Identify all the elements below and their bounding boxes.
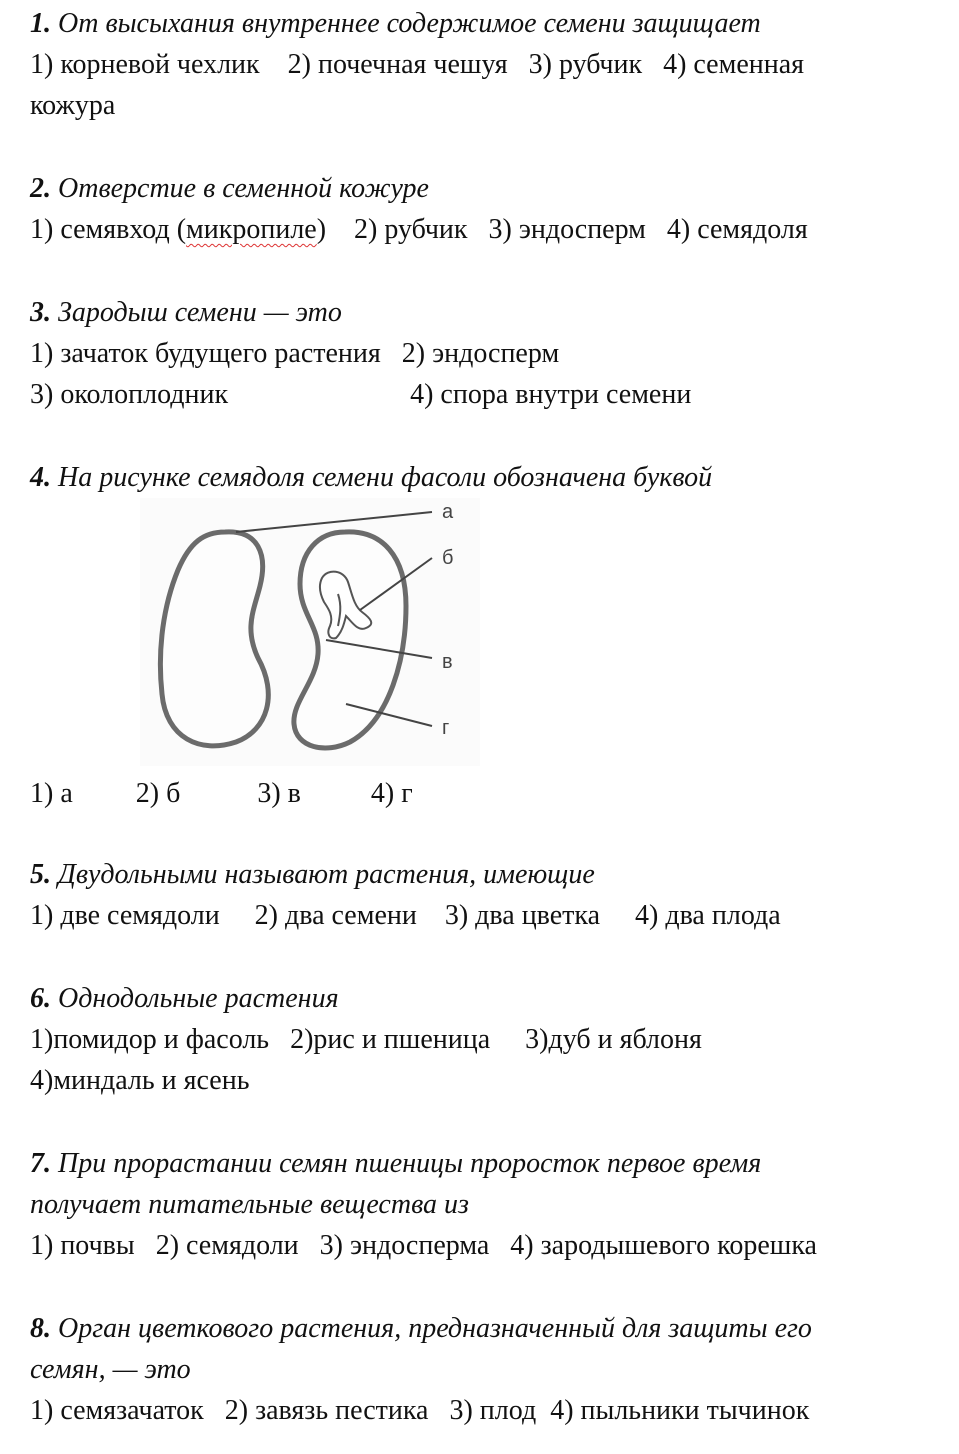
answer-options: 1) зачаток будущего растения 2) эндосперм	[30, 338, 560, 369]
question-8	[30, 1308, 950, 1431]
answer-options: 1) почвы 2) семядоли 3) эндосперма 4) зародышевого корешка	[30, 1230, 817, 1261]
question-4-answers	[30, 773, 950, 814]
question-text: 3. Зародыш семени — это	[30, 297, 342, 328]
label-b: б	[442, 547, 454, 569]
question-4	[30, 457, 950, 498]
answer-options: кожура	[30, 90, 116, 121]
question-number: 2.	[30, 173, 51, 204]
label-a: а	[442, 501, 454, 523]
question-7	[30, 1143, 950, 1266]
question-number: 4.	[30, 462, 51, 493]
question-text: 2. Отверстие в семенной кожуре	[30, 173, 429, 204]
question-text-cont: семян, — это	[30, 1354, 191, 1385]
question-number: 7.	[30, 1148, 51, 1179]
answer-options: 1)помидор и фасоль 2)рис и пшеница 3)дуб и яблоня	[30, 1024, 702, 1055]
answer-options: 1) семязачаток 2) завязь пестика 3) плод 4) пыльники тычинок	[30, 1395, 810, 1426]
label-v: в	[442, 651, 453, 673]
question-6	[30, 978, 950, 1101]
question-number: 5.	[30, 859, 51, 890]
answer-options: 1) семявход (микропиле) 2) рубчик 3) эндосперм 4) семядоля	[30, 214, 808, 245]
answer-options: 4)миндаль и ясень	[30, 1065, 250, 1096]
question-number: 8.	[30, 1313, 51, 1344]
question-text: 5. Двудольными называют растения, имеющие	[30, 859, 595, 890]
answer-options: 1) а 2) б 3) в 4) г	[30, 778, 413, 809]
spellcheck-word: микропиле	[186, 214, 317, 245]
question-text: 1. От высыхания внутреннее содержимое семени защищает	[30, 8, 761, 39]
question-text: 8. Орган цветкового растения, предназначенный для защиты его	[30, 1313, 812, 1344]
question-text: 7. При прорастании семян пшеницы проросток первое время	[30, 1148, 762, 1179]
question-number: 1.	[30, 8, 51, 39]
question-1	[30, 3, 950, 126]
answer-options: 1) две семядоли 2) два семени 3) два цветка 4) два плода	[30, 900, 781, 931]
answer-options: 3) околоплодник 4) спора внутри семени	[30, 379, 692, 410]
question-number: 3.	[30, 297, 51, 328]
bean-seed-figure	[140, 498, 480, 766]
question-2	[30, 168, 950, 250]
label-g: г	[442, 717, 450, 739]
question-3	[30, 292, 950, 415]
answer-options: 1) корневой чехлик 2) почечная чешуя 3) рубчик 4) семенная	[30, 49, 805, 80]
question-text: 6. Однодольные растения	[30, 983, 339, 1014]
question-text: 4. На рисунке семядоля семени фасоли обозначена буквой	[30, 462, 713, 493]
question-5	[30, 854, 950, 936]
question-number: 6.	[30, 983, 51, 1014]
question-text-cont: получает питательные вещества из	[30, 1189, 469, 1220]
